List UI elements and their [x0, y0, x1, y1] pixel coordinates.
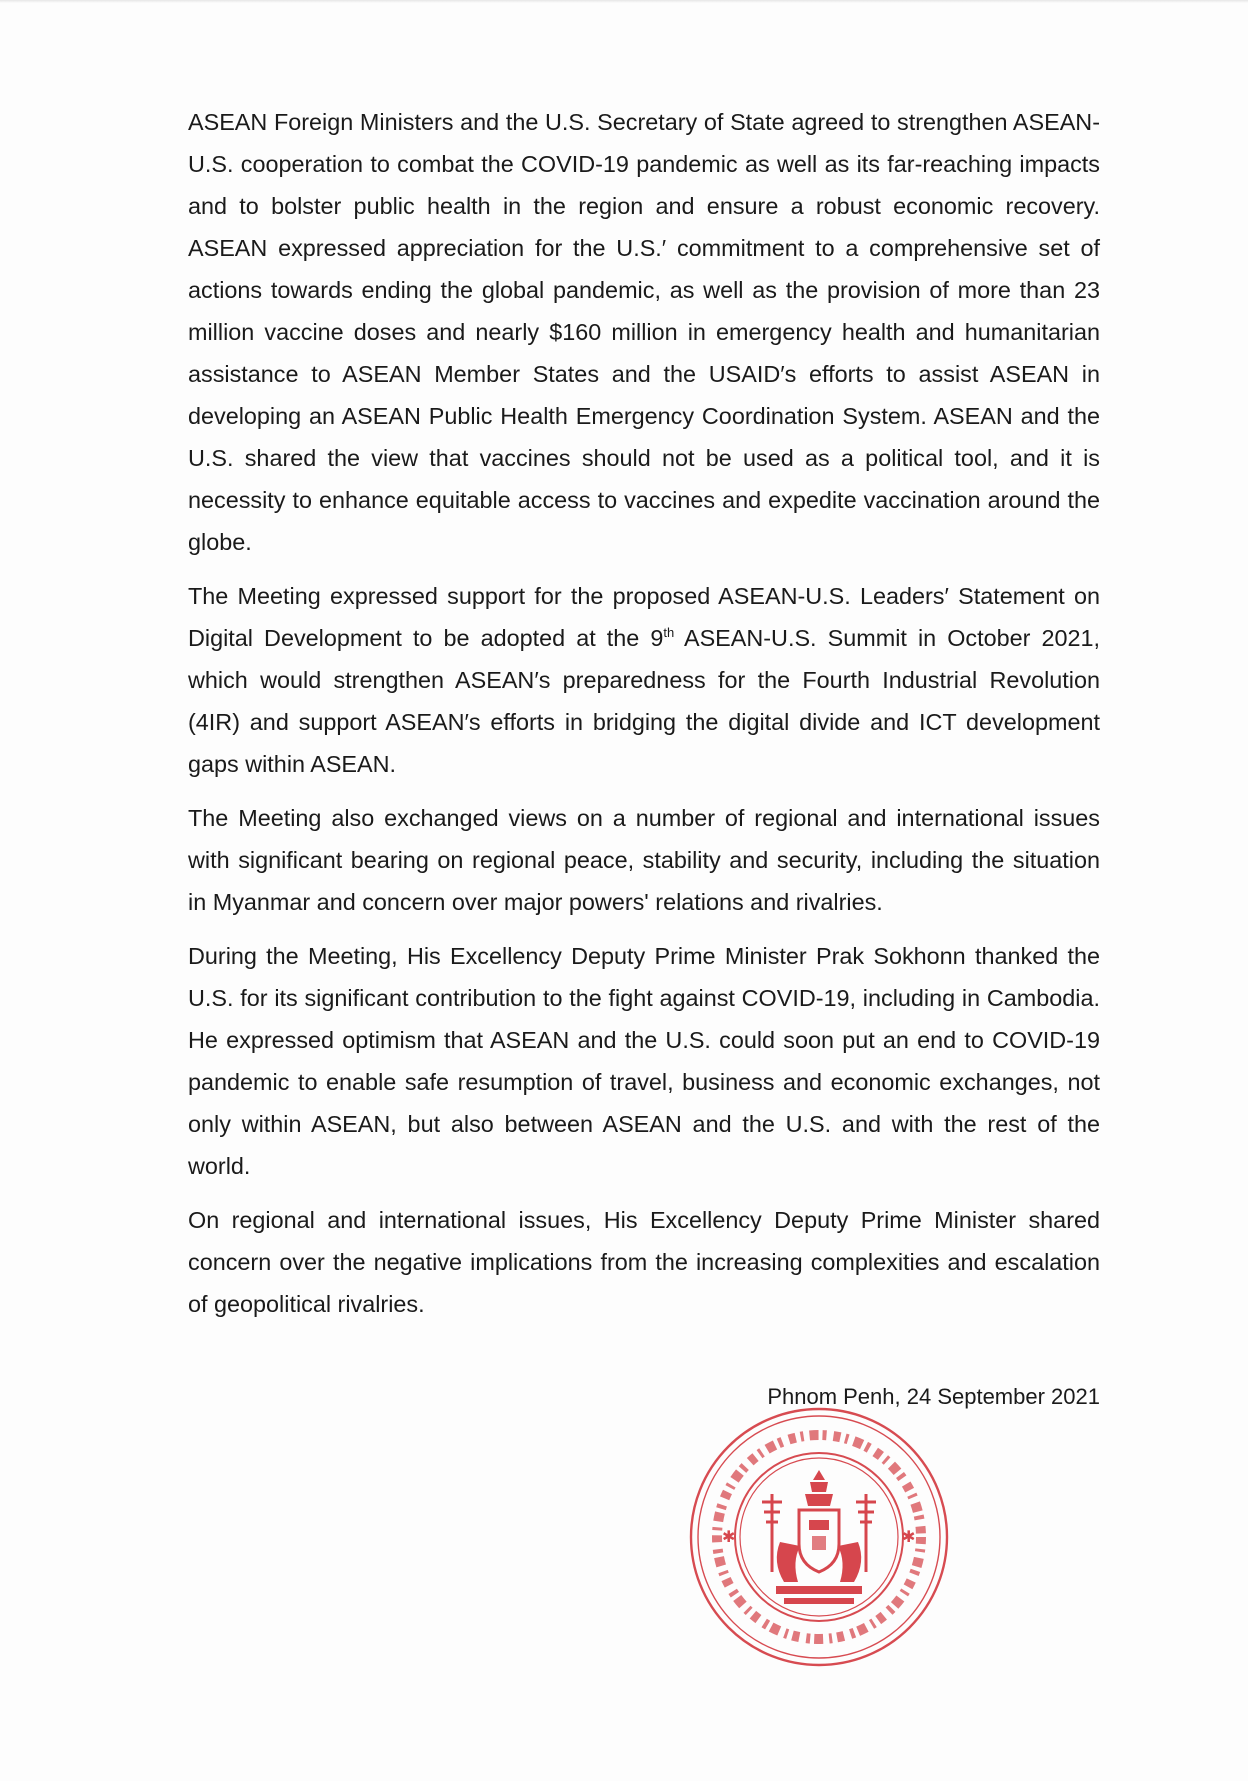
place-and-date: Phnom Penh, 24 September 2021	[767, 1384, 1100, 1409]
svg-text:✱: ✱	[722, 1527, 736, 1546]
svg-text:✱: ✱	[902, 1527, 916, 1546]
paragraph-digital-development-part-2: ASEAN-U.S. Summit in October 2021, which would strengthen ASEAN′s preparedness for the Fourth Industrial Revolution (4IR) and support ASEAN′s efforts in bridging the digital divide and ICT development gaps within ASEAN.	[188, 625, 1101, 777]
paragraph-digital-development	[188, 575, 1100, 785]
page-top-edge	[0, 0, 1248, 3]
paragraph-deputy-pm-thanks: During the Meeting, His Excellency Deputy Prime Minister Prak Sokhonn thanked the U.S. for its significant contribution to the fight against COVID-19, including in Cambodia. He expressed optimism that ASEAN and the U.S. could soon put an end to COVID-19 pandemic to enable safe resumption of travel, business and economic exchanges, not only within ASEAN, but also between ASEAN and the U.S. and with the rest of the world.	[188, 943, 1100, 1179]
ordinal-superscript: th	[663, 625, 675, 640]
paragraph-geopolitical-concern: On regional and international issues, His Excellency Deputy Prime Minister shared concern over the negative implications from the increasing complexities and escalation of geopolitical rivalries.	[188, 1207, 1100, 1317]
paragraph-covid-cooperation: ASEAN Foreign Ministers and the U.S. Secretary of State agreed to strengthen ASEAN-U.S. cooperation to combat the COVID-19 pandemic as well as its far-reaching impacts and to bolster public health in the region and ensure a robust economic recovery. ASEAN expressed appreciation for the U.S.′ commitment to a comprehensive set of actions towards ending the global pandemic, as well as the provision of more than 23 million vaccine doses and nearly $160 million in emergency health and humanitarian assistance to ASEAN Member States and the USAID′s efforts to assist ASEAN in developing an ASEAN Public Health Emergency Coordination System. ASEAN and the U.S. shared the view that vaccines should not be used as a political tool, and it is necessity to enhance equitable access to vaccines and expedite vaccination around the globe.	[188, 109, 1100, 555]
official-seal-icon	[684, 1402, 954, 1672]
document-body	[188, 101, 1100, 1337]
paragraph-digital-development-part-1: The Meeting expressed support for the proposed ASEAN-U.S. Leaders′ Statement on Digital Development to be adopted at the 9	[188, 583, 1100, 651]
paragraph-regional-issues: The Meeting also exchanged views on a number of regional and international issues with significant bearing on regional peace, stability and security, including the situation in Myanmar and concern over major powers' relations and rivalries.	[188, 805, 1100, 915]
